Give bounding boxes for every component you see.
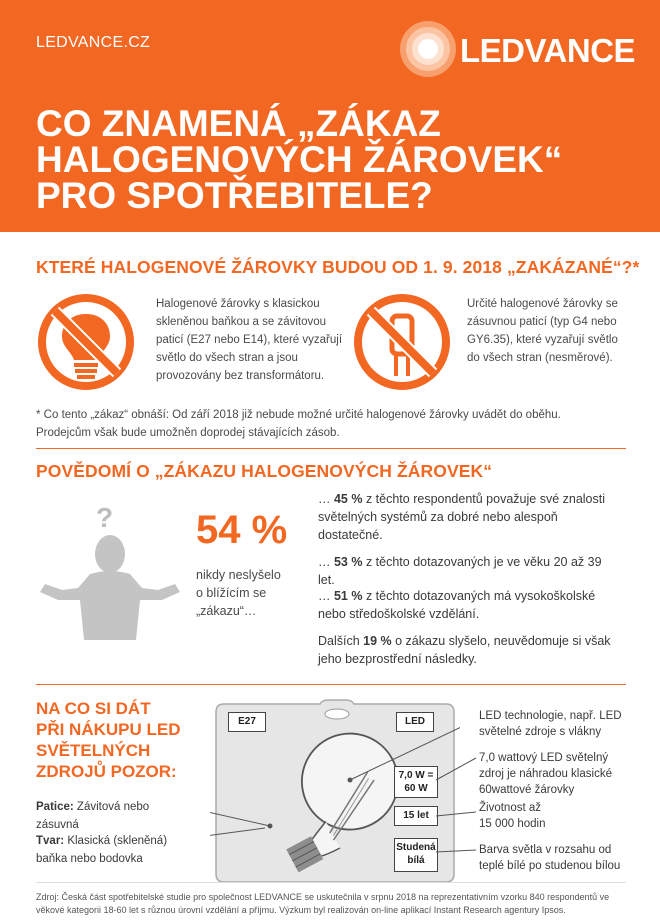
right-label-line: teplé bílé po studenou bílou (479, 860, 621, 872)
header-banner (0, 0, 660, 232)
footnote-line: * Co tento „zákaz“ obnáší: Od září 2018 již nebude možné určité halogenové žárovky uvádět do oběhu. (36, 409, 561, 421)
source-note: Zdroj: Česká část spotřebitelské studie pro společnost LEDVANCE se uskutečnila v srpnu 2018 na reprezentativním vzorku 840 respondentů ve věkové kategorii 18-60 let s různou úrovní vzdělání a příjmu. Výzkum byl realizován on-line aplikací Instant Research agentury Ipsos. (36, 892, 610, 915)
stat-prefix: … (318, 589, 334, 603)
right-label-line: LED technologie, např. LED (479, 710, 622, 722)
right-label-line: 15 000 hodin (479, 818, 546, 830)
right-label-line: Životnost až (479, 802, 541, 814)
right-label-lifetime (479, 800, 649, 832)
big-percentage: 54 % (196, 508, 288, 552)
section3-heading-line: NA CO SI DÁT (36, 699, 151, 718)
divider (36, 882, 626, 883)
ban-text-2-line: GY6.35), které vyzařují světlo (467, 334, 618, 346)
ban-text-2-line: zásuvnou paticí (typ G4 nebo (467, 316, 617, 328)
big-caption (196, 566, 281, 620)
stat-value: 19 % (363, 634, 392, 648)
box-e27: E27 (228, 712, 266, 732)
title-line-2: HALOGENOVÝCH ŽÁROVEK“ (36, 139, 563, 180)
section3-heading-line: ZDROJŮ POZOR: (36, 762, 177, 781)
ban-text-1 (156, 295, 342, 385)
ban-text-1-line: skleněnou baňkou a se závitovou (156, 316, 327, 328)
divider (36, 448, 626, 449)
question-mark: ? (96, 502, 114, 533)
page-title (36, 103, 636, 216)
title-line-1: CO ZNAMENÁ „ZÁKAZ (36, 103, 441, 144)
logo-rings-icon (398, 18, 458, 80)
site-url[interactable]: LEDVANCE.CZ (36, 34, 151, 51)
label-text: baňka nebo bodovka (36, 853, 143, 865)
section2-heading: POVĚDOMÍ O „ZÁKAZU HALOGENOVÝCH ŽÁROVEK“ (36, 461, 493, 481)
stat-item-1 (318, 490, 618, 544)
section3-heading (36, 698, 181, 782)
label-text: Klasická (skleněná) (64, 835, 168, 847)
right-label-line: 7,0 wattový LED světelný (479, 752, 609, 764)
ban-text-2 (467, 295, 618, 367)
stat-item-2 (318, 553, 618, 589)
stat-text: o zákazu slyšelo, neuvědomuje si však jeho bezprostřední následky. (318, 634, 611, 666)
section3-heading-line: PŘI NÁKUPU LED (36, 720, 181, 739)
right-label-led (479, 708, 649, 740)
box-led: LED (396, 712, 434, 732)
ban-text-1-line: světlo do všech stran a jsou (156, 352, 298, 364)
label-socket (36, 798, 149, 834)
ledvance-logo (398, 18, 638, 80)
footnote (36, 406, 561, 442)
ban-text-1-line: paticí (E27 nebo E14), které vyzařují (156, 334, 343, 346)
stat-text: z těchto dotazovaných má vysokoškolské nebo středoškolské vzdělání. (318, 589, 596, 621)
box-lifetime: 15 let (394, 806, 438, 826)
logo-text: LEDVANCE (460, 32, 636, 69)
ban-text-1-line: provozovány bez transformátoru. (156, 370, 325, 382)
divider (36, 684, 626, 685)
stat-text: z těchto respondentů považuje své znalosti světelných systémů za dobré nebo alespoň dostatečné. (318, 492, 605, 542)
banned-halogen-pin-icon (352, 292, 452, 392)
big-caption-line: nikdy neslyšelo (196, 568, 281, 582)
ban-text-1-line: Halogenové žárovky s klasickou (156, 298, 320, 310)
stat-prefix: … (318, 555, 334, 569)
box-color: Studená bílá (394, 838, 438, 872)
ban-text-2-line: do všech stran (nesměrové). (467, 352, 613, 364)
stat-value: 45 % (333, 492, 363, 506)
right-label-line: 60wattové žárovky (479, 784, 575, 796)
stat-item-4 (318, 632, 618, 668)
label-shape (36, 832, 167, 868)
leader-lines (436, 700, 480, 880)
stat-prefix: … (318, 492, 334, 506)
label-term: Tvar: (36, 835, 65, 847)
banned-bulb-icon (36, 292, 136, 392)
right-label-line: světelné zdroje s vlákny (479, 726, 602, 738)
right-label-color (479, 842, 649, 874)
label-text: Závitová nebo (73, 801, 150, 813)
box-wattage: 7,0 W = 60 W (394, 766, 438, 798)
stat-value: 53 % (333, 555, 363, 569)
right-label-line: zdroj je náhradou klasické (479, 768, 612, 780)
stat-text: z těchto dotazovaných je ve věku 20 až 39 let. (318, 555, 602, 587)
stat-item-3 (318, 587, 618, 623)
label-term: Patice: (36, 801, 74, 813)
person-shrug-icon (30, 530, 190, 640)
section1-heading: KTERÉ HALOGENOVÉ ŽÁROVKY BUDOU OD 1. 9. 2018 „ZAKÁZANÉ“?* (36, 257, 640, 277)
label-text: zásuvná (36, 819, 79, 831)
big-caption-line: „zákazu“… (196, 604, 257, 618)
title-line-3: PRO SPOTŘEBITELE? (36, 175, 433, 216)
right-label-wattage (479, 750, 649, 798)
footnote-line: Prodejcům však bude umožněn doprodej stávajících zásob. (36, 427, 340, 439)
stat-value: 51 % (333, 589, 363, 603)
section3-heading-line: SVĚTELNÝCH (36, 741, 151, 760)
right-label-line: Barva světla v rozsahu od (479, 844, 612, 856)
stat-prefix: Dalších (318, 634, 364, 648)
big-caption-line: o blížícím se (196, 586, 267, 600)
ban-text-2-line: Určité halogenové žárovky se (467, 298, 618, 310)
